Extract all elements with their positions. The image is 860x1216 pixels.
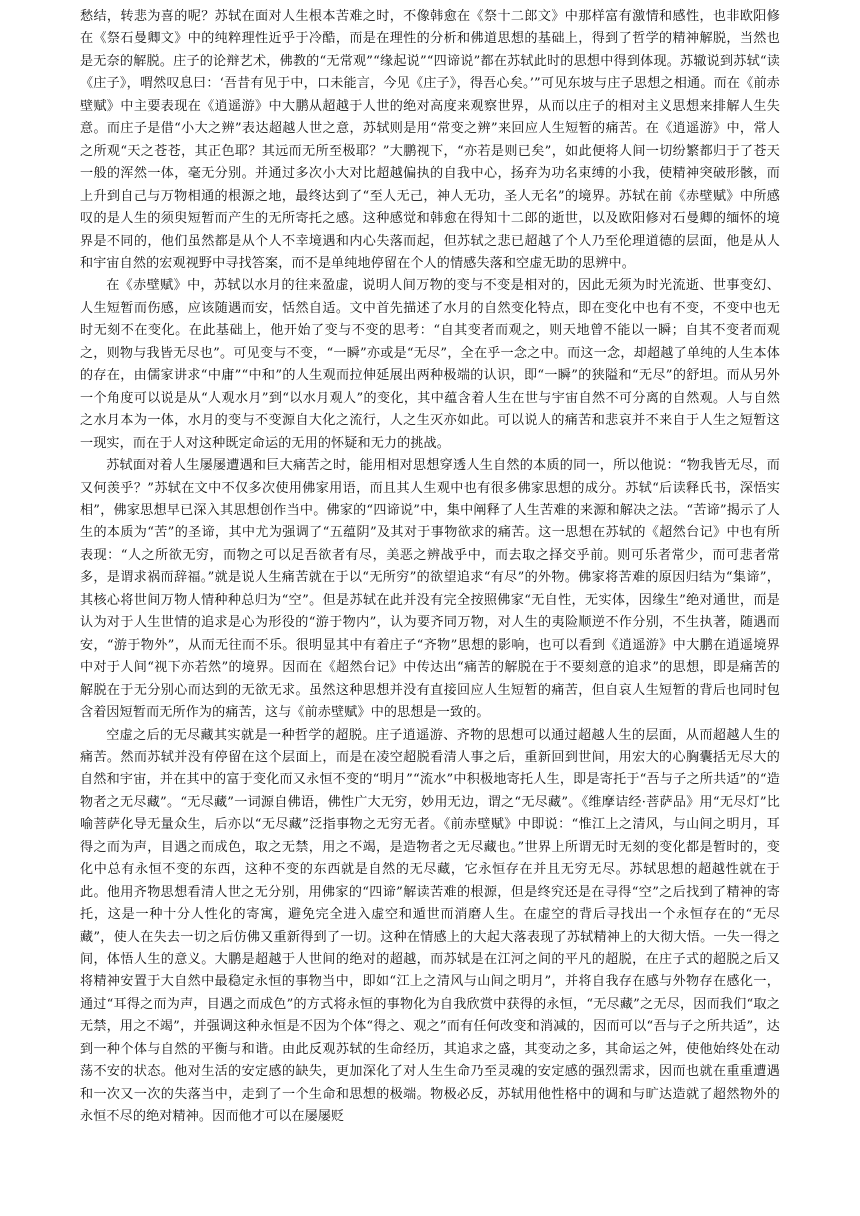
paragraph-2: 在《赤壁赋》中，苏轼以水月的往来盈虚，说明人间万物的变与不变是相对的，因此无须为时光流逝、世事变幻、人生短暂而伤感，应该随遇而安，恬然自适。文中首先描述了水月的自然变化特点，即在变化中也有不变，不变中也无时无刻不在变化。在此基础上，他开始了变与不变的思考：“自其变者而观之，则天地曾不能以一瞬；自其不变者而观之，则物与我皆无尽也”。可见变与不变，“一瞬”亦或是“无尽”，全在乎一念之中。而这一念，却超越了单纯的人生本体的存在，由儒家讲求“中庸”“中和”的人生观而拉伸延展出两种极端的认识，即“一瞬”的狭隘和“无尽”的舒坦。而从另外一个角度可以说是从“人观水月”到“以水月观人”的变化，其中蕴含着人生在世与宇宙自然不可分离的自然观。人与自然之水月本为一体，水月的变与不变源自大化之流行，人之生灭亦如此。可以说人的痛苦和悲哀并不来自于人生之短暂这一现实，而在于人对这种既定命运的无用的怀疑和无力的挑战。	[80, 278, 780, 451]
document-page	[80, 6, 780, 1210]
paragraph-4: 空虚之后的无尽藏其实就是一种哲学的超脱。庄子逍遥游、齐物的思想可以通过超越人生的层面，从而超越人生的痛苦。然而苏轼并没有停留在这个层面上，而是在凌空超脱看清人事之后，重新回到世间，用宏大的心胸囊括无尽大的自然和宇宙，并在其中的富于变化而又永恒不变的“明月”“流水”中积极地寄托人生，即是寄托于“吾与子之所共适”的“造物者之无尽藏”。“无尽藏”一词源自佛语，佛性广大无穷，妙用无边，谓之“无尽藏”。《维摩诘经·菩萨品》用“无尽灯”比喻菩萨化导无量众生，后亦以“无尽藏”泛指事物之无穷无者。《前赤壁赋》中即说：“惟江上之清风，与山间之明月，耳得之而为声，目遇之而成色，取之无禁，用之不竭，是造物者之无尽藏也。”世界上所谓无时无刻的变化都是暂时的，变化中总有永恒不变的东西，这种不变的东西就是自然的无尽藏，它永恒存在并且无穷无尽。苏轼思想的超越性就在于此。他用齐物思想看清人世之无分别，用佛家的“四谛”解读苦难的根源，但是终究还是在寻得“空”之后找到了精神的寄托，这是一种十分人性化的寄寓，避免完全进入虚空和遁世而消磨人生。在虚空的背后寻找出一个永恒存在的“无尽藏”，使人在失去一切之后仿佛又重新得到了一切。这种在情感上的大起大落表现了苏轼精神上的大彻大悟。一失一得之间，体悟人生的意义。大鹏是超越于人世间的绝对的超越，而苏轼是在江河之间的平凡的超脱，在庄子式的超脱之后又将精神安置于大自然中最稳定永恒的事物当中，即如“江上之清风与山间之明月”，并将自我存在感与外物存在感化一，通过“耳得之而为声，目遇之而成色”的方式将永恒的事物化为自我欣赏中获得的永恒，“无尽藏”之无尽，因而我们“取之无禁，用之不竭”，并强调这种永恒是不因为个体“得之、观之”而有任何改变和消减的，因而可以“吾与子之所共适”，达到一种个体与自然的平衡与和谐。由此反观苏轼的生命经历，其追求之盛，其变动之多，其命运之舛，使他始终处在动荡不安的状态。他对生活的安定感的缺失，更加深化了对人生生命乃至灵魂的安定感的强烈需求，因而也就在重重遭遇和一次又一次的失落当中，走到了一个生命和思想的极端。物极必反，苏轼用他性格中的调和与旷达造就了超然物外的永恒不尽的绝对精神。因而他才可以在屡屡贬	[80, 727, 780, 1125]
paragraph-3: 苏轼面对着人生屡屡遭遇和巨大痛苦之时，能用相对思想穿透人生自然的本质的同一，所以他说：“物我皆无尽，而又何羡乎？”苏轼在文中不仅多次使用佛家用语，而且其人生观中也有很多佛家思想的成分。苏轼“后读释氏书，深悟实相”，佛家思想早已深入其思想创作当中。佛家的“四谛说”中，集中阐释了人生苦难的来源和解决之法。“苦谛”揭示了人生的本质为“苦”的圣谛，其中尤为强调了“五蕴阴”及其对于事物欲求的痛苦。这一思想在苏轼的《超然台记》中也有所表现：“人之所欲无穷，而物之可以足吾欲者有尽，美恶之辨战乎中，而去取之择交乎前。则可乐者常少，而可悲者常多，是谓求祸而辞福。”就是说人生痛苦就在于以“无所穷”的欲望追求“有尽”的外物。佛家将苦难的原因归结为“集谛”，其核心将世间万物人情种种总归为“空”。但是苏轼在此并没有完全按照佛家“无自性，无实体，因缘生”绝对通世，而是认为对于人生世情的追求是心为形役的“游于物内”，认为要齐同万物，对人生的夷险顺逆不作分别，不生执著，随遇而安，“游于物外”，从而无往而不乐。很明显其中有着庄子“齐物”思想的影响，也可以看到《逍遥游》中大鹏在逍遥境界中对于人间“视下亦若然”的境界。因而在《超然台记》中传达出“痛苦的解脱在于不要刻意的追求”的思想，即是痛苦的解脱在于无分别心而达到的无欲无求。虽然这种思想并没有直接回应人生短暂的痛苦，但自哀人生短暂的背后也同时包含着因短暂而无所作为的痛苦，这与《前赤壁赋》中的思想是一致的。	[80, 458, 780, 721]
paragraph-1: 愁结，转悲为喜的呢？苏轼在面对人生根本苦难之时，不像韩愈在《祭十二郎文》中那样富有激情和感性，也非欧阳修在《祭石曼卿文》中的纯粹理性近乎于冷酷，而是在理性的分析和佛道思想的基础上，得到了哲学的精神解脱，当然也是无奈的解脱。庄子的论辩艺术，佛教的“无常观”“缘起说”“四谛说”都在苏轼此时的思想中得到体现。苏辙说到苏轼“读《庄子》，喟然叹息曰：‘吾昔有见于中，口未能言，今见《庄子》，得吾心矣。’”可见东坡与庄子思想之相通。而在《前赤壁赋》中主要表现在《逍遥游》中大鹏从超越于人世的绝对高度来观察世界，从而以庄子的相对主义思想来排解人生失意。而庄子是借“小大之辨”表达超越人世之意，苏轼则是用“常变之辨”来回应人生短暂的痛苦。在《逍遥游》中，常人之所观“天之苍苍，其正色耶？其远而无所至极耶？”大鹏视下，“亦若是则已矣”，如此便将人间一切纷繁都归于了苍天一般的浑然一体，毫无分别。并通过多次小大对比超越偏执的自我中心，扬弃为功名束缚的小我，使精神突破形骸，而上升到自己与万物相通的根源之地，最终达到了“至人无己，神人无功，圣人无名”的境界。苏轼在前《赤壁赋》中所感叹的是人生的须臾短暂而产生的无所寄托之感。这种感觉和韩愈在得知十二郎的逝世，以及欧阳修对石曼卿的缅怀的境界是不同的，他们虽然都是从个人不幸境遇和内心失落而起，但苏轼之悲已超越了个人乃至伦理道德的层面，他是从人和宇宙自然的宏观视野中寻找答案，而不是单纯地停留在个人的情感失落和空虚无助的思辨中。	[80, 9, 780, 271]
